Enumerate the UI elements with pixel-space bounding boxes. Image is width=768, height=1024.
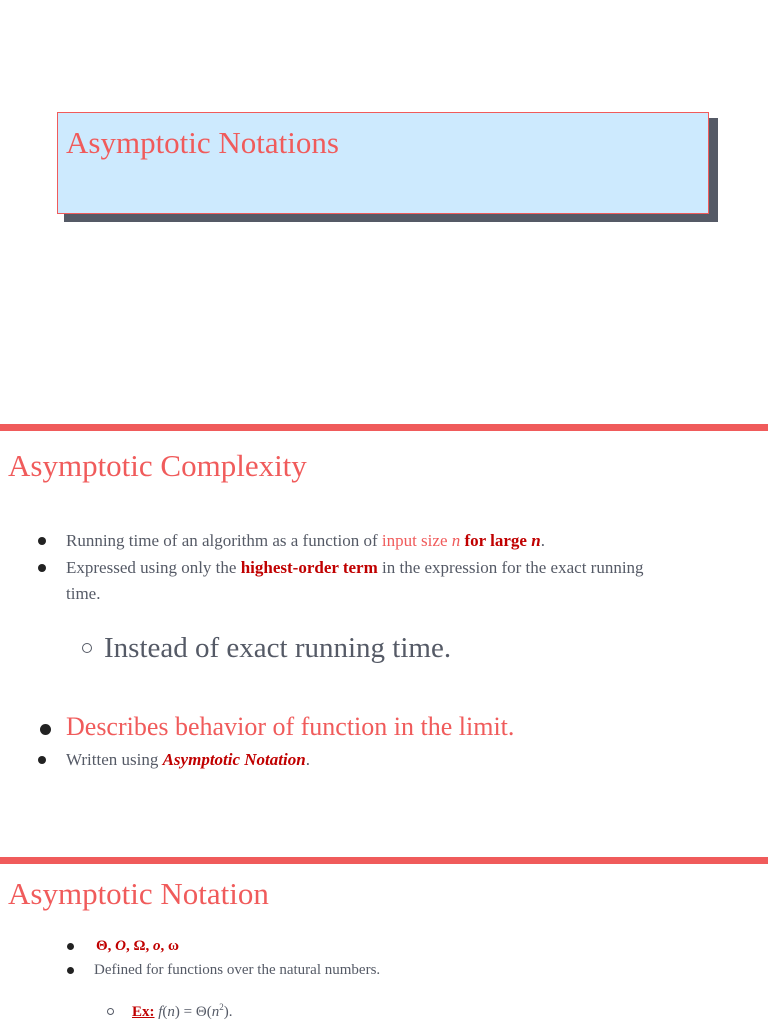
- exponent: 2: [219, 1002, 224, 1012]
- sub-bullet-exact-running-time: Instead of exact running time.: [104, 632, 452, 664]
- slide-separator-bottom: [0, 857, 768, 864]
- paren-close: ): [174, 1004, 180, 1020]
- bullet-defined-for-functions: Defined for functions over the natural numbers.: [94, 962, 381, 978]
- equals: =: [179, 1004, 196, 1020]
- separator: ,: [107, 938, 116, 954]
- text: Expressed using only the: [66, 558, 241, 577]
- text-period: .: [540, 531, 545, 550]
- function-f: f: [158, 1004, 163, 1020]
- bullet-expressed-continued: time.: [66, 584, 101, 603]
- bullet-dot-large: [40, 724, 51, 735]
- example-label: Ex:: [132, 1004, 155, 1020]
- symbol-little-omega: ω: [168, 938, 179, 954]
- emphasis-asymptotic-notation: [163, 750, 306, 769]
- text: Running time of an algorithm as a function of: [66, 531, 382, 550]
- paren-open: (: [162, 1004, 168, 1020]
- symbol-big-o: O: [115, 938, 127, 954]
- sub-bullet-ring: [82, 643, 92, 653]
- symbol-omega: Ω: [133, 938, 146, 954]
- closing: ).: [223, 1004, 233, 1020]
- separator: ,: [160, 938, 169, 954]
- sub-bullet-ring: [107, 1008, 114, 1015]
- bullet-notation-symbols: [96, 938, 179, 955]
- sub-bullet-example: [132, 1002, 232, 1021]
- bullet-dot: [67, 967, 74, 974]
- slide-heading-complexity: Asymptotic Complexity: [8, 448, 307, 483]
- variable-n: n: [451, 531, 461, 550]
- emphasis-input-size: input size: [381, 531, 452, 550]
- theta-open: Θ(: [195, 1004, 212, 1020]
- bullet-written-using: [66, 750, 310, 770]
- bullet-describes-behavior: Describes behavior of function in the limit.: [66, 712, 515, 741]
- emphasis-italic: Asymptotic Notation: [162, 750, 306, 769]
- separator: ,: [145, 938, 154, 954]
- slide-title: Asymptotic Notations: [66, 125, 339, 160]
- bullet-dot: [38, 564, 46, 572]
- symbol-little-o: o: [153, 938, 161, 954]
- variable-n: n: [211, 1004, 220, 1020]
- title-box: [57, 112, 709, 214]
- bullet-dot: [38, 537, 46, 545]
- slide-separator-top: [0, 424, 768, 431]
- emphasis-for-large: for large: [460, 531, 532, 550]
- variable-n-italic: n: [531, 531, 541, 550]
- symbol-theta: Θ: [96, 938, 108, 954]
- slide-heading-notation: Asymptotic Notation: [8, 876, 269, 911]
- separator: ,: [126, 938, 134, 954]
- text: Written using: [66, 750, 163, 769]
- variable-n: n: [167, 1004, 175, 1020]
- variable-n-bold: [531, 531, 540, 550]
- emphasis-highest-order-term: highest-order term: [240, 558, 378, 577]
- bullet-dot: [67, 943, 74, 950]
- bullet-running-time: [66, 531, 545, 551]
- bullet-expressed: [66, 558, 644, 578]
- text: in the expression for the exact running: [377, 558, 644, 577]
- text-period: .: [305, 750, 310, 769]
- bullet-dot: [38, 756, 46, 764]
